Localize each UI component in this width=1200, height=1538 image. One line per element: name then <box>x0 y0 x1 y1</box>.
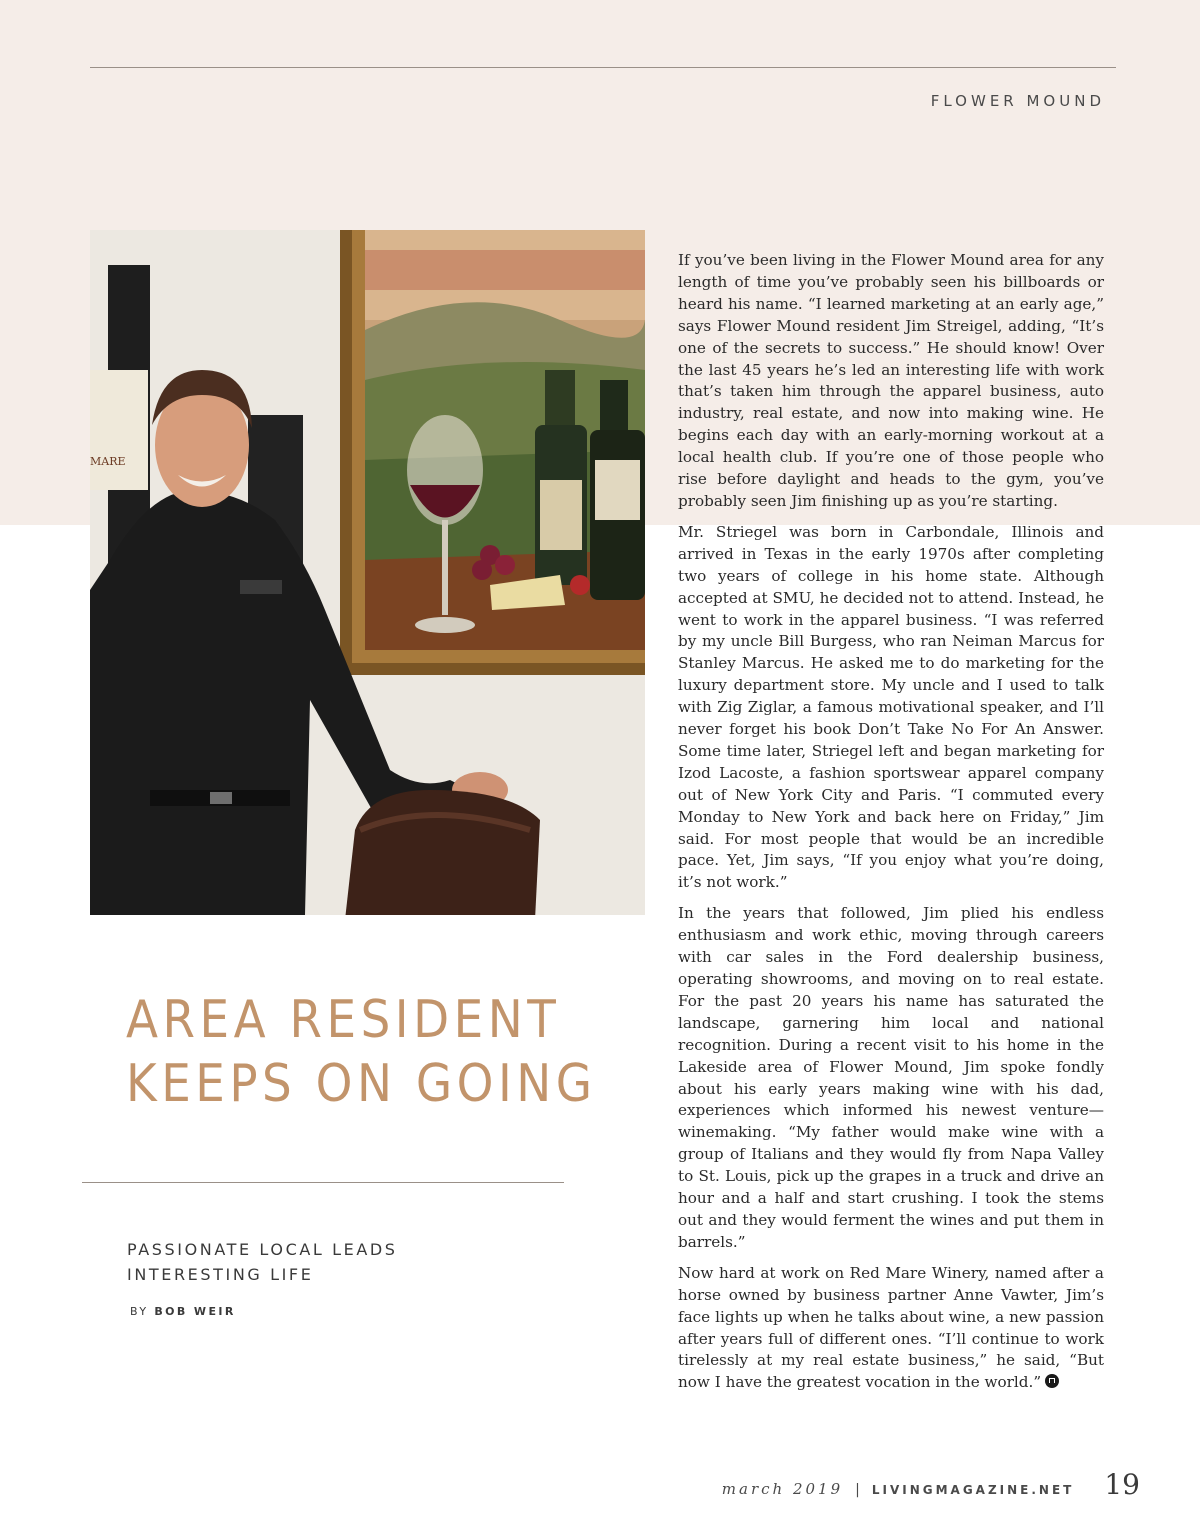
photo-illustration <box>90 230 645 915</box>
byline <box>130 1305 236 1318</box>
footer-separator: | <box>855 1482 860 1498</box>
subtitle-line-2: INTERESTING LIFE <box>127 1265 314 1284</box>
footer-site: LIVINGMAGAZINE.NET <box>871 1483 1075 1497</box>
page-number: 19 <box>1104 1468 1140 1501</box>
end-mark-icon <box>1045 1374 1059 1388</box>
article-subtitle <box>127 1237 447 1287</box>
article-body <box>678 250 1104 1403</box>
headline-line-2: KEEPS ON GOING <box>126 1054 597 1114</box>
bottle-label-text: MARE <box>90 455 126 468</box>
headline-line-1: AREA RESIDENT <box>126 990 561 1050</box>
footer-date: march 2019 <box>721 1480 844 1498</box>
body-paragraph-4-wrap <box>678 1263 1104 1394</box>
article-headline <box>126 988 597 1116</box>
body-paragraph-4: Now hard at work on Red Mare Winery, named after a horse owned by business partner Anne Vawter, Jim’s face lights up when he talks about wine, a new passion after years full of different ones. “I’ll continue to work tirelessly at my real estate business,” he said, “But now I have the greatest vocation in the world.” <box>678 1263 1104 1392</box>
section-label: FLOWER MOUND <box>930 92 1105 110</box>
subtitle-line-1: PASSIONATE LOCAL LEADS <box>127 1240 398 1259</box>
top-divider <box>90 67 1116 68</box>
article-photo <box>90 230 645 915</box>
headline-divider <box>82 1182 564 1183</box>
body-paragraph-3: In the years that followed, Jim plied his endless enthusiasm and work ethic, moving through careers with car sales in the Ford dealership business, operating showrooms, and moving on to real estate. For the past 20 years his name has saturated the landscape, garnering him local and national recognition. During a recent visit to his home in the Lakeside area of Flower Mound, Jim spoke fondly about his early years making wine with his dad, experiences which informed his newest venture—winemaking. “My father would make wine with a group of Italians and they would fly from Napa Valley to St. Louis, pick up the grapes in a truck and drive an hour and a half and start crushing. I took the stems out and they would ferment the wines and put them in barrels.” <box>678 904 1104 1251</box>
body-paragraph-1: If you’ve been living in the Flower Mound area for any length of time you’ve probably seen his billboards or heard his name. “I learned marketing at an early age,” says Flower Mound resident Jim Streigel, adding, “It’s one of the secrets to success.” He should know! Over the last 45 years he’s led an interesting life with work that’s taken him through the apparel business, auto industry, real estate, and now into making wine. He begins each day with an early-morning workout at a local health club. If you’re one of those people who rise before daylight and heads to the gym, you’ve probably seen Jim finishing up as you’re starting. <box>678 251 1104 510</box>
page-footer <box>722 1468 1140 1501</box>
byline-author: BOB WEIR <box>154 1305 236 1318</box>
body-paragraph-2: Mr. Striegel was born in Carbondale, Illinois and arrived in Texas in the early 1970s after completing two years of college in his home state. Although accepted at SMU, he decided not to attend. Instead, he went to work in the apparel business. “I was referred by my uncle Bill Burgess, who ran Neiman Marcus for Stanley Marcus. He asked me to do marketing for the luxury department store. My uncle and I used to talk with Zig Ziglar, a famous motivational speaker, and I’ll never forget his book Don’t Take No For An Answer. Some time later, Striegel left and began marketing for Izod Lacoste, a fashion sportswear apparel company out of New York City and Paris. “I commuted every Monday to New York and back here on Friday,” Jim said. For most people that would be an incredible pace. Yet, Jim says, “If you enjoy what you’re doing, it’s not work.” <box>678 522 1104 892</box>
byline-prefix: BY <box>130 1305 149 1318</box>
